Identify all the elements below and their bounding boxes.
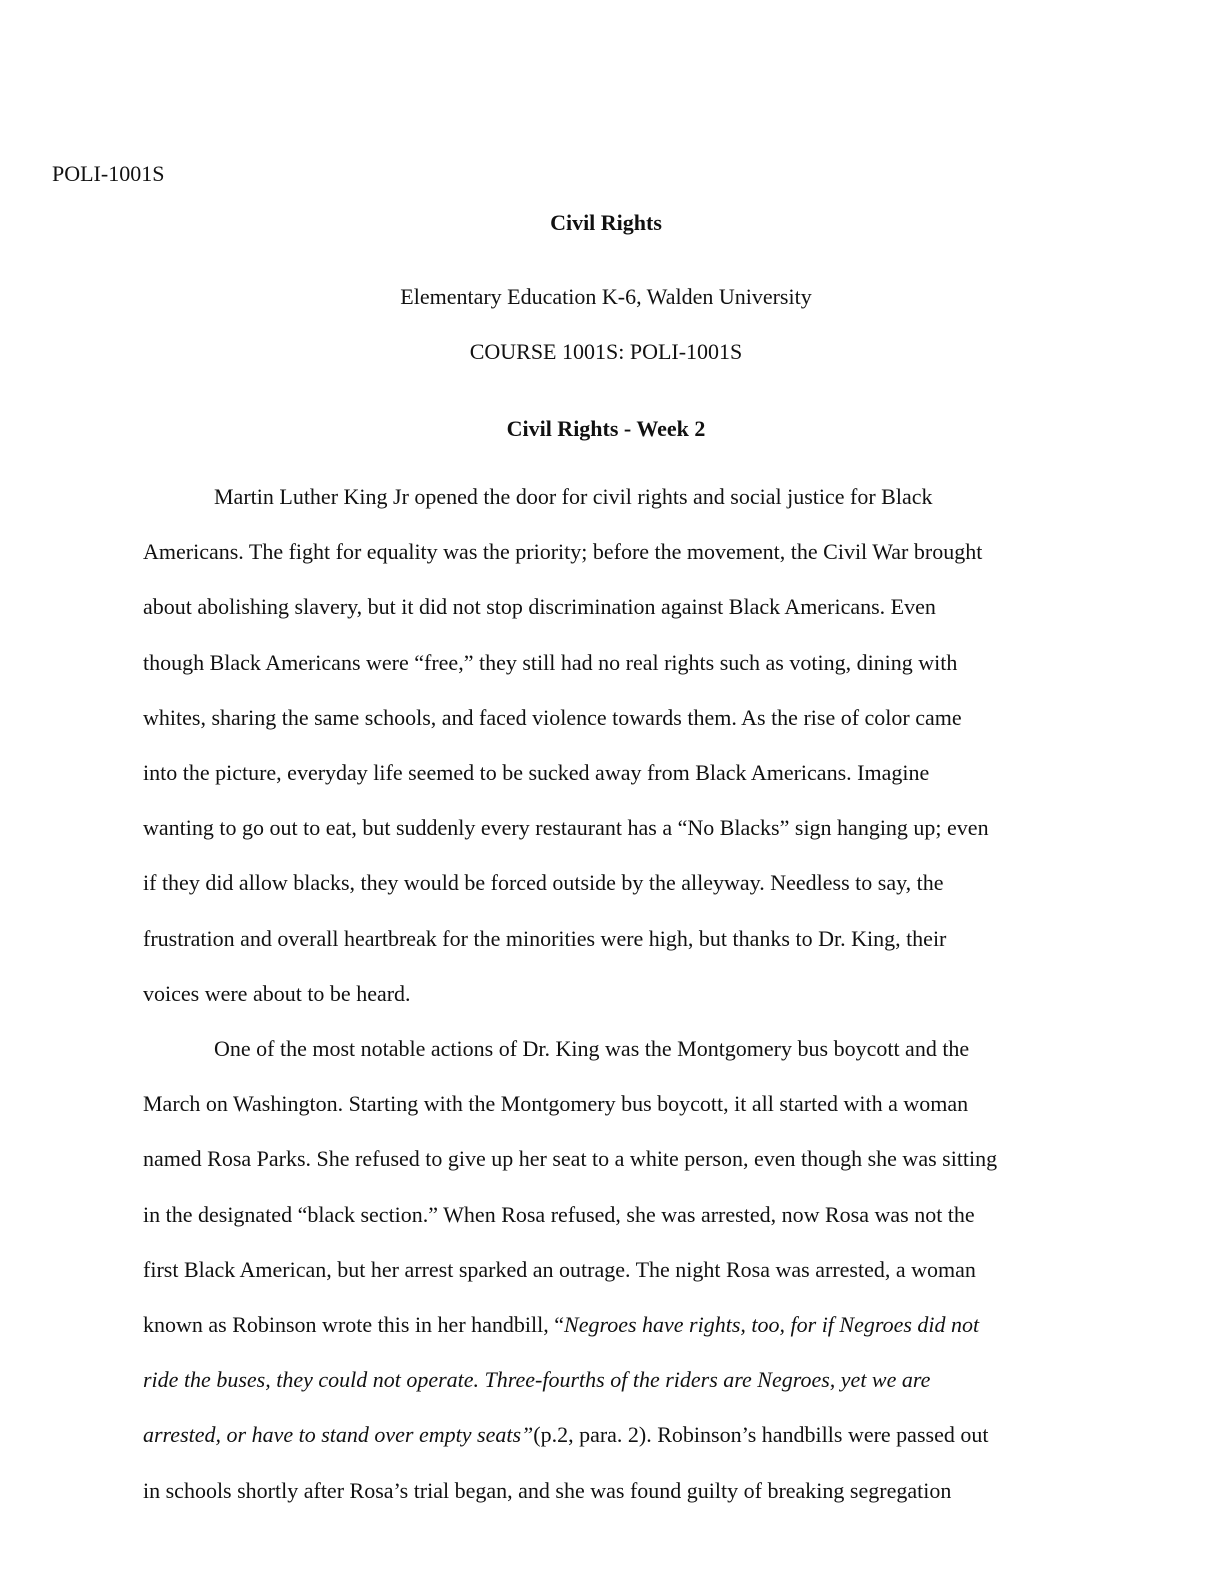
author-affiliation: Elementary Education K-6, Walden University <box>400 284 812 309</box>
paragraph-line: though Black Americans were “free,” they still had no real rights such as voting, dining with <box>143 649 958 675</box>
running-head: POLI-1001S <box>52 161 165 186</box>
paragraph-line: One of the most notable actions of Dr. King was the Montgomery bus boycott and the <box>214 1036 970 1062</box>
quotation-text: Negroes have rights, too, for if Negroes did not <box>564 1312 980 1338</box>
paragraph-line: about abolishing slavery, but it did not stop discrimination against Black Americans. Even <box>143 594 936 620</box>
paragraph-line: whites, sharing the same schools, and faced violence towards them. As the rise of color came <box>143 704 962 730</box>
quotation-text: ride the buses, they could not operate. Three-fourths of the riders are Negroes, yet we are <box>143 1367 931 1393</box>
body-text <box>143 469 1078 1518</box>
paragraph-line: in the designated “black section.” When Rosa refused, she was arrested, now Rosa was not the <box>143 1201 975 1227</box>
paragraph-line: Americans. The fight for equality was the priority; before the movement, the Civil War brought <box>143 539 983 565</box>
paragraph-line: frustration and overall heartbreak for the minorities were high, but thanks to Dr. King, their <box>143 925 947 951</box>
quotation-text: arrested, or have to stand over empty seats” <box>143 1422 534 1448</box>
paragraph-line: March on Washington. Starting with the Montgomery bus boycott, it all started with a woman <box>143 1091 969 1117</box>
paragraph-line: Martin Luther King Jr opened the door for civil rights and social justice for Black <box>214 484 933 509</box>
paper-title: Civil Rights <box>550 210 662 235</box>
paragraph-1 <box>143 469 1078 1021</box>
line-text: known as Robinson wrote this in her handbill, “ <box>143 1312 565 1338</box>
paragraph-line: into the picture, everyday life seemed to be sucked away from Black Americans. Imagine <box>143 760 930 786</box>
paragraph-line <box>143 1352 1078 1407</box>
paragraph-line <box>143 1297 1078 1352</box>
citation-text: (p.2, para. 2). Robinson’s handbills were passed out <box>533 1422 989 1448</box>
paragraph-line: named Rosa Parks. She refused to give up her seat to a white person, even though she was sitting <box>143 1146 998 1172</box>
paragraph-line: wanting to go out to eat, but suddenly every restaurant has a “No Blacks” sign hanging up; even <box>143 815 989 841</box>
paragraph-line <box>143 1407 1078 1462</box>
paragraph-line: if they did allow blacks, they would be forced outside by the alleyway. Needless to say, the <box>143 870 944 896</box>
paragraph-2 <box>143 1021 1078 1518</box>
section-heading: Civil Rights - Week 2 <box>506 416 706 441</box>
paragraph-line: first Black American, but her arrest sparked an outrage. The night Rosa was arrested, a woman <box>143 1256 976 1282</box>
course-line: COURSE 1001S: POLI-1001S <box>469 339 743 364</box>
paragraph-line: voices were about to be heard. <box>143 980 411 1006</box>
paragraph-line: in schools shortly after Rosa’s trial began, and she was found guilty of breaking segregation <box>143 1477 952 1503</box>
